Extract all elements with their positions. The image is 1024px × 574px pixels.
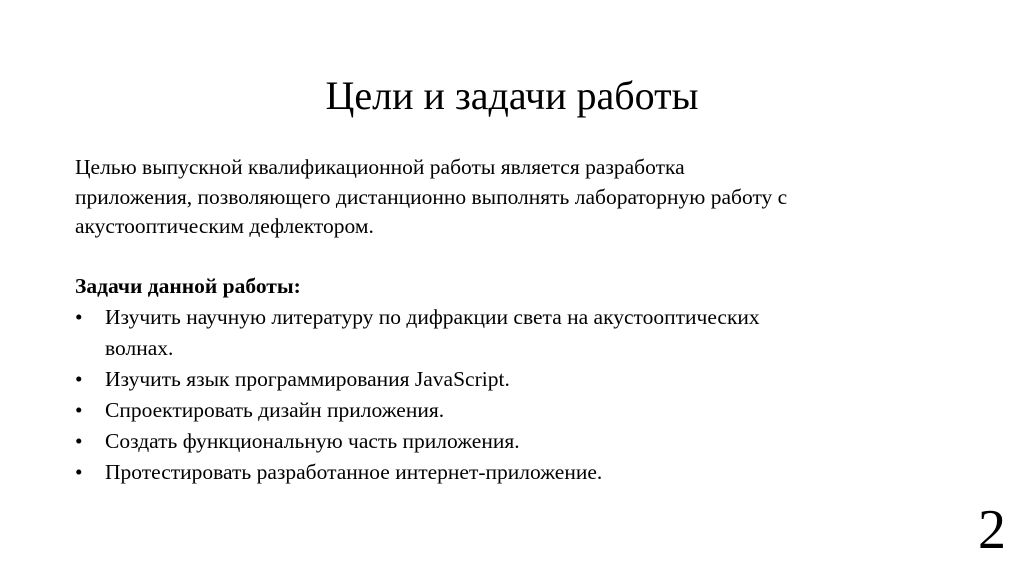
list-item: [75, 364, 787, 395]
bullet-icon: •: [75, 428, 83, 453]
page-number: 2: [978, 499, 1006, 561]
bullet-icon: •: [75, 304, 83, 329]
task-text: Изучить научную литературу по дифракции света на акустооптических: [105, 304, 760, 329]
list-item: [75, 302, 787, 364]
task-text: Изучить язык программирования JavaScript.: [105, 366, 510, 391]
tasks-heading: Задачи данной работы:: [75, 273, 301, 298]
bullet-icon: •: [75, 459, 83, 484]
bullet-icon: •: [75, 397, 83, 422]
bullet-icon: •: [75, 366, 83, 391]
task-text: Спроектировать дизайн приложения.: [105, 397, 445, 422]
task-text: Протестировать разработанное интернет-приложение.: [105, 459, 603, 484]
slide-title: Цели и задачи работы: [325, 73, 699, 118]
goal-line: акустооптическим дефлектором.: [75, 214, 374, 238]
task-text: волнах.: [105, 335, 174, 360]
goal-line: Целью выпускной квалификационной работы является разработка: [75, 155, 685, 179]
list-item: [75, 457, 787, 488]
list-item: [75, 395, 787, 426]
task-text: Создать функциональную часть приложения.: [105, 428, 520, 453]
list-item: [75, 426, 787, 457]
goal-paragraph: [75, 153, 787, 242]
goal-line: приложения, позволяющего дистанционно выполнять лабораторную работу с: [75, 184, 788, 209]
slide-body: [75, 153, 787, 488]
tasks-list: [75, 302, 787, 488]
